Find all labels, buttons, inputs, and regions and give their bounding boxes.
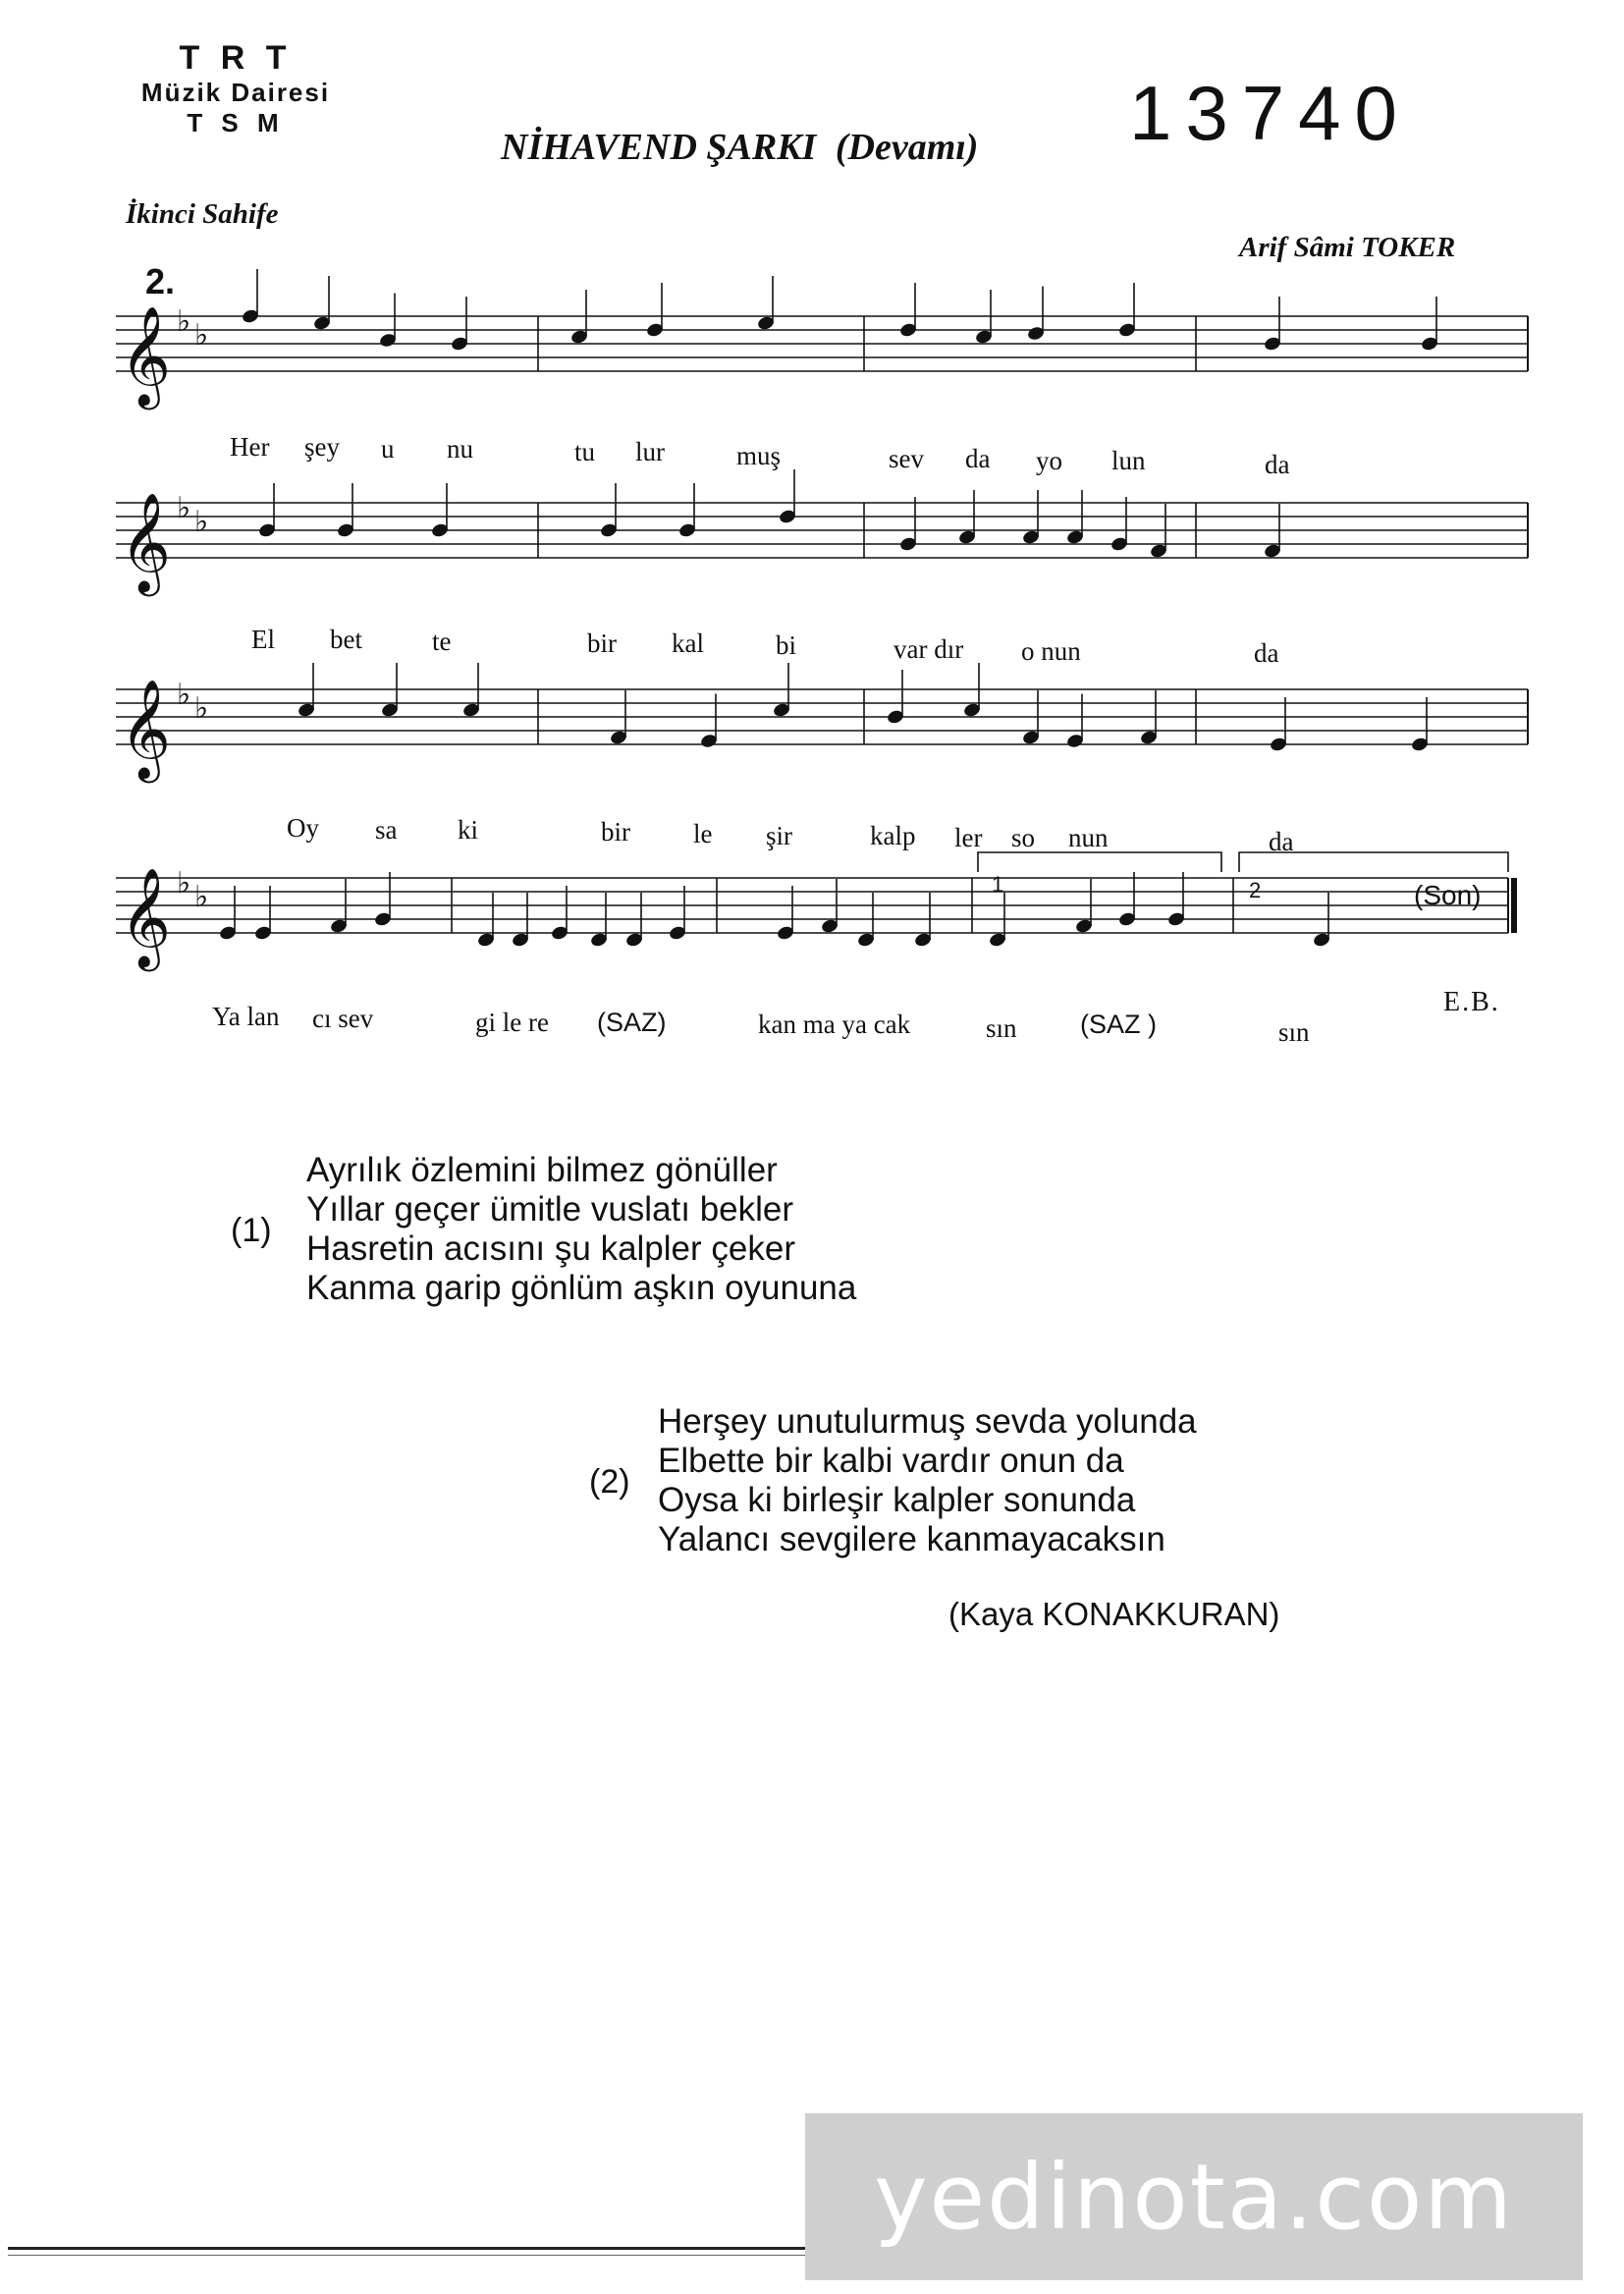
volta-bracket-1 bbox=[978, 852, 1221, 872]
staff-system-3 bbox=[116, 663, 1528, 784]
flat-icon: ♭ bbox=[177, 866, 191, 901]
stamp-line-1: T R T bbox=[179, 39, 293, 77]
lyric-syllable: sev bbox=[889, 444, 924, 473]
lyric-syllable: sın bbox=[1278, 1017, 1310, 1047]
lyric-syllable: Ya lan bbox=[212, 1002, 280, 1031]
lyric-syllable: da bbox=[1265, 450, 1290, 479]
lyric-syllable: da bbox=[1269, 827, 1294, 856]
lyric-syllable: kal bbox=[672, 628, 704, 658]
staff-system-1 bbox=[116, 269, 1528, 410]
lyric-syllable: kalp bbox=[870, 821, 916, 850]
lyric-syllable: muş bbox=[736, 441, 782, 470]
treble-clef-icon: 𝄞 bbox=[120, 491, 172, 592]
lyric-syllable: u bbox=[381, 434, 395, 464]
verse-line: Elbette bir kalbi vardır onun da bbox=[658, 1442, 1124, 1480]
lyric-syllable: le bbox=[693, 819, 713, 848]
verse-number: (2) bbox=[589, 1463, 630, 1501]
verse-line: Yalancı sevgilere kanmayacaksın bbox=[658, 1520, 1165, 1558]
staff-system-4 bbox=[116, 852, 1514, 972]
flat-icon: ♭ bbox=[194, 318, 209, 353]
flat-icon: ♭ bbox=[177, 304, 191, 339]
lyric-syllable: te bbox=[432, 627, 452, 656]
lyric-syllable: lun bbox=[1111, 446, 1146, 475]
lyric-syllable: El bbox=[251, 625, 275, 654]
lyric-syllable: o nun bbox=[1021, 636, 1081, 666]
title-suffix: (Devamı) bbox=[835, 127, 979, 168]
lyric-syllable: gi le re bbox=[475, 1008, 549, 1037]
lyricist: (Kaya KONAKKURAN) bbox=[948, 1596, 1280, 1632]
verse-line: Yıllar geçer ümitle vuslatı bekler bbox=[306, 1190, 794, 1229]
lyric-syllable: sa bbox=[375, 815, 398, 845]
ending-2-label: 2 bbox=[1249, 878, 1262, 902]
composer: Arif Sâmi TOKER bbox=[1239, 232, 1456, 263]
stamp-line-2: Müzik Dairesi bbox=[140, 78, 331, 107]
staff-system-2 bbox=[116, 469, 1528, 597]
verse-line: Oysa ki birleşir kalpler sonunda bbox=[658, 1481, 1136, 1519]
music-score bbox=[0, 0, 1624, 1080]
lyric-syllable: da bbox=[965, 444, 991, 473]
lyric-syllable: sın bbox=[986, 1013, 1017, 1043]
title-text: NİHAVEND ŞARKI bbox=[501, 127, 817, 168]
lyric-syllable: (SAZ ) bbox=[1080, 1010, 1157, 1039]
page-label: İkinci Sahife bbox=[126, 198, 279, 230]
flat-icon: ♭ bbox=[194, 505, 209, 539]
verse-line: Hasretin acısını şu kalpler çeker bbox=[306, 1229, 795, 1268]
lyric-syllable: bir bbox=[601, 817, 630, 847]
lyric-syllable: nu bbox=[447, 434, 473, 464]
lyric-syllable: da bbox=[1254, 638, 1279, 668]
ending-1-label: 1 bbox=[992, 872, 1004, 897]
verse-lines bbox=[658, 1402, 1197, 1559]
flat-icon: ♭ bbox=[177, 678, 191, 712]
lyric-syllable: cı sev bbox=[312, 1004, 374, 1033]
flat-icon: ♭ bbox=[194, 880, 209, 914]
lyric-syllable: şir bbox=[766, 821, 792, 850]
verse-line: Herşey unutulurmuş sevda yolunda bbox=[658, 1402, 1197, 1441]
catalog-number: 13740 bbox=[1129, 70, 1411, 156]
lyric-syllable: bi bbox=[776, 630, 797, 660]
verse-lines bbox=[306, 1151, 856, 1308]
treble-clef-icon: 𝄞 bbox=[120, 866, 172, 967]
lyric-syllable: nun bbox=[1068, 823, 1109, 852]
lyric-syllable: so bbox=[1011, 823, 1036, 852]
initials: E.B. bbox=[1443, 987, 1500, 1017]
lyric-syllable: var dır bbox=[893, 634, 964, 664]
treble-clef-icon: 𝄞 bbox=[120, 304, 172, 406]
son-label: (Son) bbox=[1414, 880, 1482, 910]
flat-icon: ♭ bbox=[194, 691, 209, 726]
verse-number: (1) bbox=[231, 1212, 272, 1249]
verse-line: Kanma garip gönlüm aşkın oyununa bbox=[306, 1269, 857, 1307]
lyric-syllable: lur bbox=[635, 437, 665, 466]
lyric-syllable: (SAZ) bbox=[597, 1008, 667, 1037]
lyric-syllable: ler bbox=[954, 823, 983, 852]
treble-clef-icon: 𝄞 bbox=[120, 678, 172, 779]
lyric-syllable: ki bbox=[458, 815, 479, 845]
section-marker: 2. bbox=[145, 261, 176, 301]
lyric-syllable: Oy bbox=[287, 813, 319, 843]
lyric-syllable: Her bbox=[230, 432, 270, 462]
flat-icon: ♭ bbox=[177, 491, 191, 525]
lyric-syllable: tu bbox=[574, 437, 596, 466]
stamp-line-3: T S M bbox=[187, 108, 285, 137]
watermark: yedinota.com bbox=[805, 2113, 1583, 2280]
verse-line: Ayrılık özlemini bilmez gönüller bbox=[306, 1151, 778, 1189]
lyric-syllable: kan ma ya cak bbox=[758, 1010, 911, 1039]
lyric-syllable: şey bbox=[304, 432, 340, 462]
lyric-syllable: yo bbox=[1036, 446, 1062, 475]
lyric-syllable: bir bbox=[587, 628, 617, 658]
lyric-syllable: bet bbox=[330, 625, 362, 654]
